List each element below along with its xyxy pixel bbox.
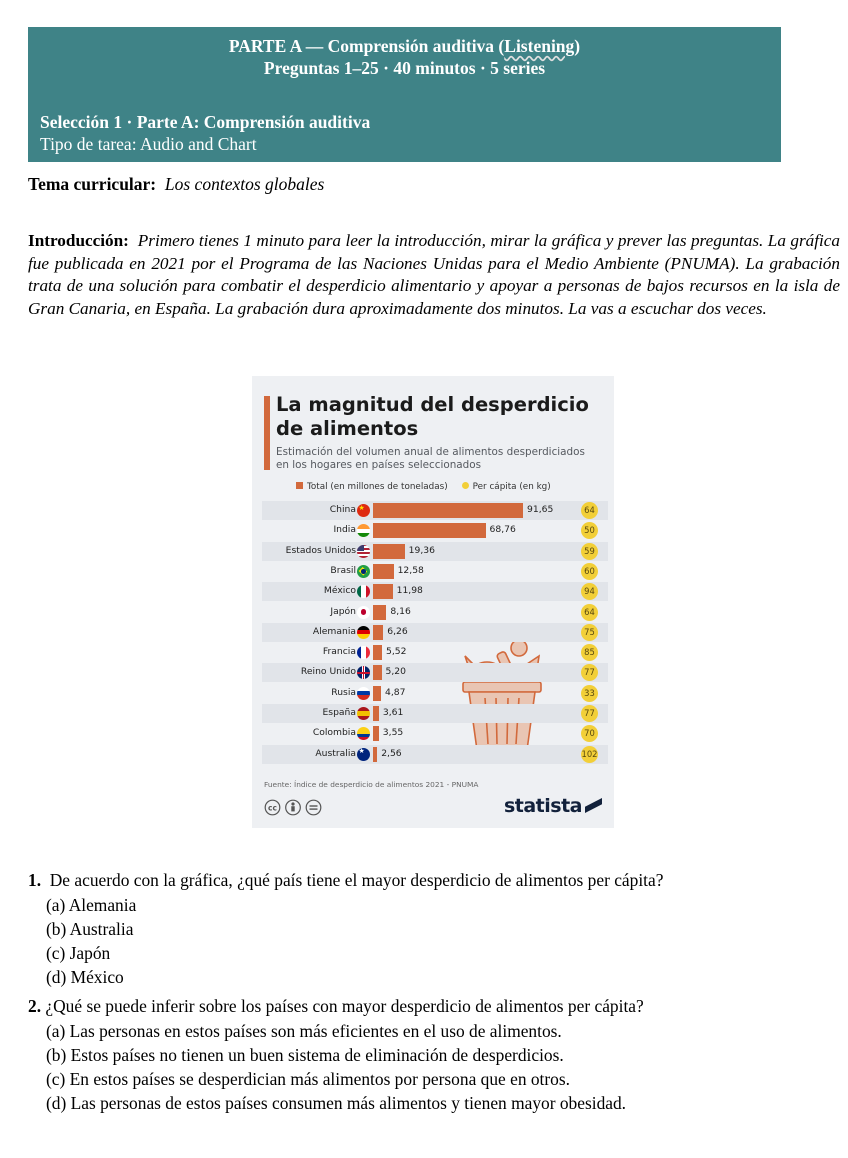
- chart-source: Fuente: Índice de desperdicio de alimentos 2021 - PNUMA: [264, 780, 479, 789]
- question-2-options: [46, 1019, 626, 1115]
- legend-total-label: Total (en millones de toneladas): [307, 482, 448, 492]
- per-capita-badge: 77: [581, 664, 598, 681]
- category-label: México: [323, 585, 356, 597]
- question-2-text: ¿Qué se puede inferir sobre los países con mayor desperdicio de alimentos per cápita?: [45, 996, 644, 1016]
- introduction: [28, 230, 840, 320]
- total-value-label: 91,65: [527, 504, 554, 515]
- selection-info: [40, 111, 370, 155]
- total-bar: [373, 726, 379, 741]
- intro-label: Introducción:: [28, 231, 129, 250]
- total-value-label: 5,20: [385, 666, 406, 678]
- country-flag-icon: [357, 565, 370, 578]
- country-flag-icon: [357, 524, 370, 537]
- country-flag-icon: [357, 707, 370, 720]
- per-capita-badge: 60: [581, 563, 598, 580]
- category-label: India: [333, 524, 356, 536]
- chart-row: [262, 745, 608, 764]
- country-flag-icon: ★: [357, 748, 370, 761]
- country-flag-icon: [357, 727, 370, 740]
- per-capita-badge: 59: [581, 543, 598, 560]
- banner-line-2: Preguntas 1–25 · 40 minutos · 5 series: [263, 58, 546, 78]
- category-label: Estados Unidos: [285, 544, 356, 556]
- question-1-option-b[interactable]: (b) Australia: [46, 919, 134, 939]
- category-label: Reino Unido: [300, 666, 356, 678]
- chart-row: [262, 521, 608, 540]
- food-waste-infographic: [252, 376, 614, 828]
- per-capita-badge: 64: [581, 604, 598, 621]
- chart-row: [262, 643, 608, 662]
- country-flag-icon: [357, 666, 370, 679]
- per-capita-badge: 102: [581, 746, 598, 763]
- total-bar: [373, 665, 382, 680]
- chart-row: [262, 562, 608, 581]
- chart-row: [262, 623, 608, 642]
- total-value-label: 5,52: [386, 646, 407, 658]
- per-capita-badge: 70: [581, 725, 598, 742]
- curricular-theme: [28, 174, 324, 195]
- per-capita-badge: 50: [581, 522, 598, 539]
- country-flag-icon: [357, 545, 370, 558]
- total-bar: [373, 605, 386, 620]
- total-value-label: 3,55: [382, 727, 404, 739]
- total-bar: [373, 523, 486, 538]
- banner-line-1: PARTE A — Comprensión auditiva (Listening): [228, 36, 581, 56]
- category-label: Australia: [315, 747, 356, 759]
- question-1-option-a[interactable]: (a) Alemania: [46, 895, 137, 915]
- total-value-label: 8,16: [390, 605, 411, 617]
- question-1-text: De acuerdo con la gráfica, ¿qué país tiene el mayor desperdicio de alimentos per cápita?: [49, 870, 664, 890]
- country-flag-icon: [357, 585, 370, 598]
- total-bar: [373, 584, 393, 599]
- chart-title: La magnitud del desperdicio de alimentos: [276, 393, 589, 440]
- country-flag-icon: [357, 687, 370, 700]
- total-bar: [373, 564, 394, 579]
- chart-legend: [296, 482, 551, 492]
- total-value-label: 12,58: [397, 564, 424, 576]
- total-value-label: 19,36: [408, 544, 435, 556]
- chart-row: [262, 582, 608, 601]
- per-capita-badge: 77: [581, 705, 598, 722]
- per-capita-badge: 64: [581, 502, 598, 519]
- total-value-label: 3,61: [382, 707, 404, 718]
- country-flag-icon: [357, 606, 370, 619]
- category-label: Japón: [330, 605, 356, 617]
- total-value-label: 4,87: [384, 686, 406, 698]
- question-1-option-d[interactable]: (d) México: [46, 967, 124, 987]
- country-flag-icon: [357, 646, 370, 659]
- creative-commons-icons: [264, 799, 326, 816]
- legend-per-capita-swatch: [462, 482, 469, 489]
- question-2-number: 2.: [28, 996, 42, 1016]
- category-label: China: [329, 504, 356, 515]
- question-2-option-c[interactable]: (c) En estos países se desperdician más alimentos por persona que en otros.: [46, 1069, 570, 1089]
- total-value-label: 68,76: [489, 524, 516, 536]
- legend-per-capita-label: Per cápita (en kg): [472, 482, 551, 492]
- total-bar: [373, 625, 383, 640]
- theme-label: Tema curricular:: [28, 174, 157, 194]
- question-1-options: [46, 893, 136, 989]
- per-capita-badge: 75: [581, 624, 598, 641]
- question-1: [28, 868, 663, 892]
- question-1-number: 1.: [28, 870, 42, 890]
- chart-row: [262, 663, 608, 682]
- category-label: Alemania: [312, 625, 356, 637]
- chart-row: [262, 501, 608, 520]
- chart-row: [262, 542, 608, 561]
- chart-subtitle: Estimación del volumen anual de alimentos desperdiciados en los hogares en países seleccionados: [276, 446, 585, 471]
- svg-text:cc: cc: [268, 803, 277, 813]
- task-type: Tipo de tarea: Audio and Chart: [40, 134, 257, 154]
- section-banner: [28, 27, 781, 162]
- intro-text: Primero tienes 1 minuto para leer la introducción, mirar la gráfica y prever las preguntas. La gráfica fue publicada en 2021 por el Programa de las Naciones Unidas para el Medio Ambiente (PNUMA). La grabación trata de una solución para combatir el desperdicio alimentario y apoyar a personas de bajos recursos en la isla de Gran Canaria, en España. La grabación dura aproximadamente dos minutos. La vas a escuchar dos veces.: [28, 231, 841, 318]
- theme-value: Los contextos globales: [164, 174, 325, 194]
- listening-word: Listening: [504, 36, 575, 56]
- question-1-option-c[interactable]: (c) Japón: [46, 943, 111, 963]
- per-capita-badge: 85: [581, 644, 598, 661]
- country-flag-icon: ★: [357, 504, 370, 517]
- category-label: España: [322, 707, 356, 718]
- total-bar: [373, 706, 379, 721]
- category-label: Francia: [322, 646, 356, 658]
- question-2-option-a[interactable]: (a) Las personas en estos países son más eficientes en el uso de alimentos.: [46, 1021, 562, 1041]
- chart-row: [262, 704, 608, 723]
- total-value-label: 2,56: [381, 747, 402, 759]
- statista-logo: statista: [504, 795, 602, 817]
- country-flag-icon: [357, 626, 370, 639]
- total-bar: [373, 544, 405, 559]
- question-2-option-d[interactable]: (d) Las personas de estos países consumen más alimentos y tienen mayor obesidad.: [46, 1093, 627, 1113]
- total-value-label: 6,26: [387, 625, 408, 637]
- banner-heading: [28, 27, 781, 79]
- total-value-label: 11,98: [396, 585, 423, 597]
- question-2-option-b[interactable]: (b) Estos países no tienen un buen sistema de eliminación de desperdicios.: [46, 1045, 564, 1065]
- total-bar: [373, 747, 377, 762]
- category-label: Rusia: [331, 686, 356, 698]
- per-capita-badge: 94: [581, 583, 598, 600]
- total-bar: [373, 503, 523, 518]
- chart-row: [262, 603, 608, 622]
- category-label: Colombia: [312, 727, 356, 739]
- total-bar: [373, 686, 381, 701]
- legend-total-swatch: [296, 482, 303, 489]
- title-accent-bar: [264, 396, 270, 470]
- question-2: [28, 994, 644, 1018]
- chart-row: [262, 684, 608, 703]
- category-label: Brasil: [330, 564, 356, 576]
- selection-label: Selección 1 · Parte A: Comprensión auditiva: [40, 112, 371, 132]
- per-capita-badge: 33: [581, 685, 598, 702]
- statista-mark-icon: [585, 798, 602, 813]
- total-bar: [373, 645, 382, 660]
- chart-row: [262, 724, 608, 743]
